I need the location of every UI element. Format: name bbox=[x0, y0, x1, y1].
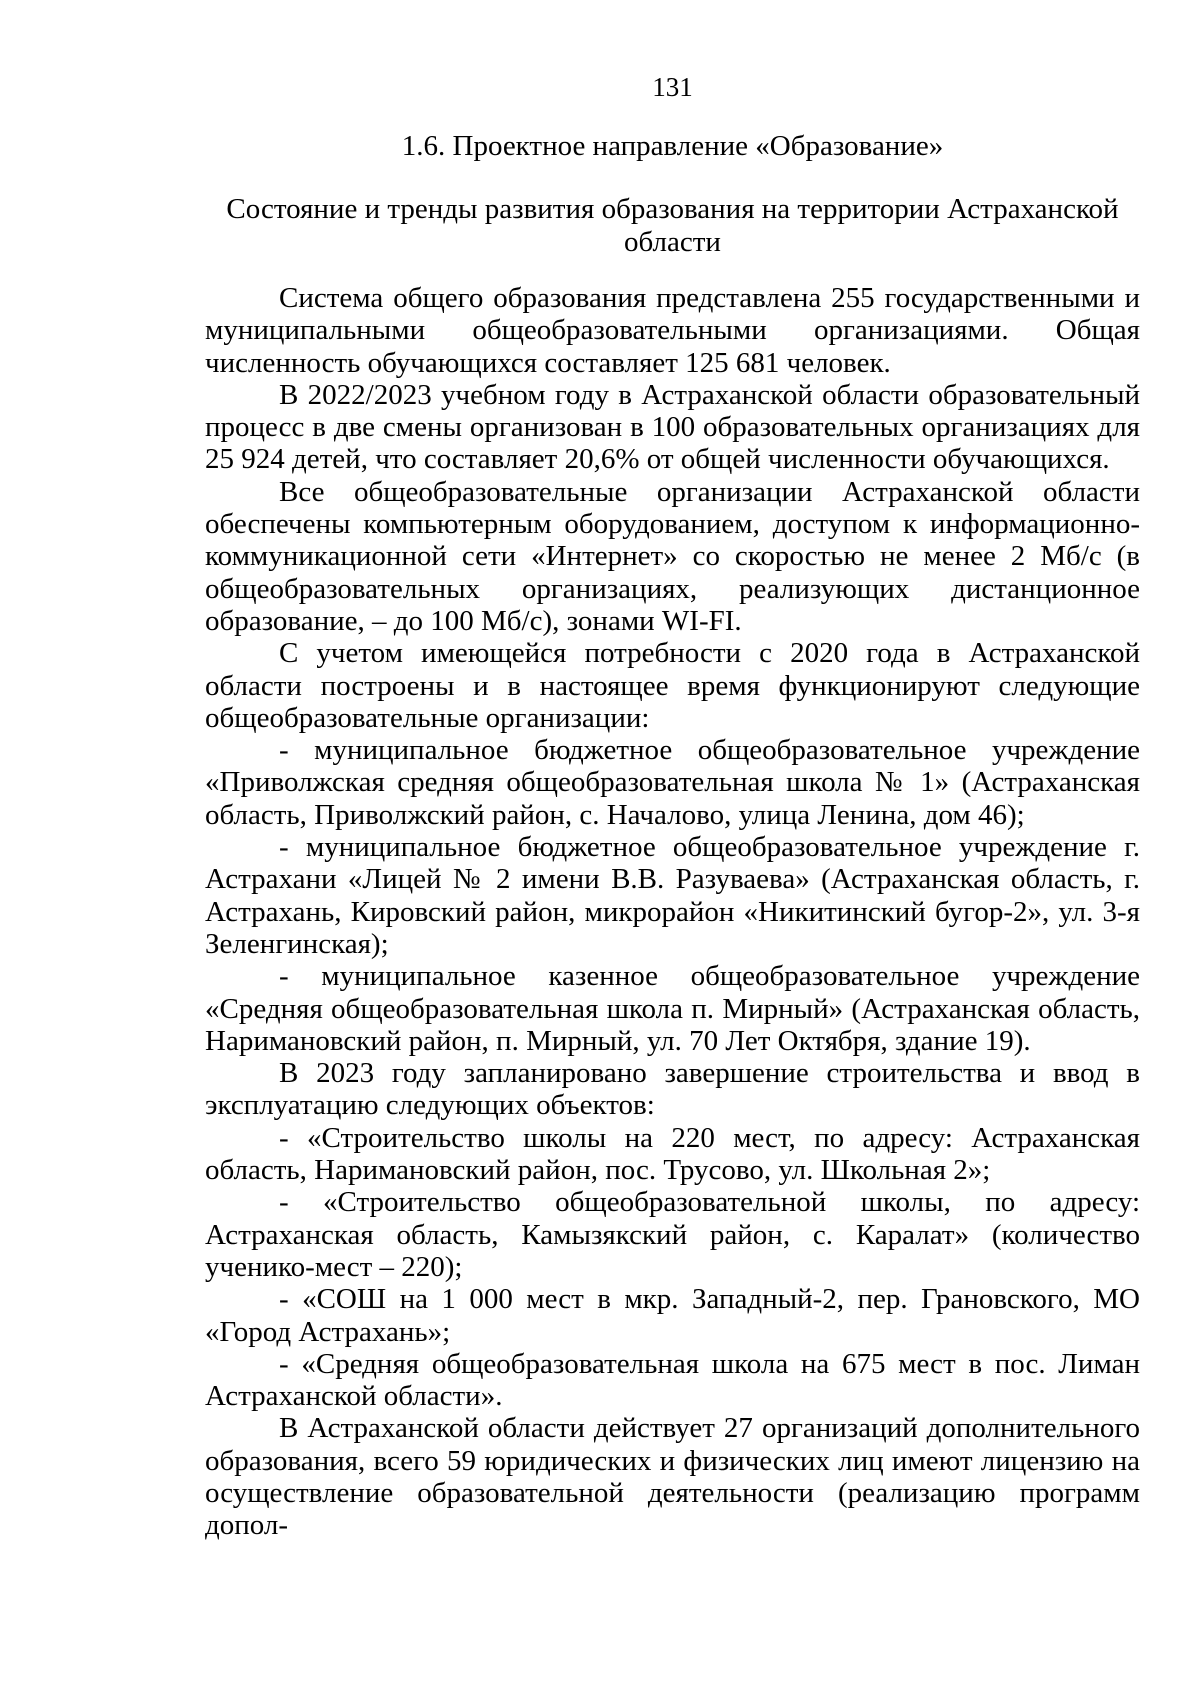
list-item-liman-school: - «Средняя общеобразовательная школа на 675 мест в пос. Лиман Астраханской области». bbox=[205, 1347, 1140, 1413]
list-item-trusovo-school: - «Строительство школы на 220 мест, по адресу: Астраханская область, Наримановский район, пос. Трусово, ул. Школьная 2»; bbox=[205, 1121, 1140, 1187]
list-item-karalat-school: - «Строительство общеобразовательной школы, по адресу: Астраханская область, Камызякский район, с. Каралат» (количество ученико-мест – 220); bbox=[205, 1186, 1140, 1283]
page-number: 131 bbox=[652, 72, 693, 102]
list-item-mirny-school: - муниципальное казенное общеобразовательное учреждение «Средняя общеобразовательная школа п. Мирный» (Астраханская область, Наримановский район, п. Мирный, ул. 70 Лет Октября, здание 19). bbox=[205, 960, 1140, 1057]
list-item-lyceum-2: - муниципальное бюджетное общеобразовательное учреждение г. Астрахани «Лицей № 2 имени В.В. Разуваева» (Астраханская область, г. Астрахань, Кировский район, микрорайон «Никитинский бугор-2», ул. 3-я Зеленгинская); bbox=[205, 831, 1140, 960]
list-item-privolzhskaya-school: - муниципальное бюджетное общеобразовательное учреждение «Приволжская средняя общеобразовательная школа № 1» (Астраханская область, Приволжский район, с. Началово, улица Ленина, дом 46); bbox=[205, 734, 1140, 831]
paragraph-2023-plans: В 2023 году запланировано завершение строительства и ввод в эксплуатацию следующих объектов: bbox=[205, 1057, 1140, 1122]
list-item-zapadny-school: - «СОШ на 1 000 мест в мкр. Западный-2, пер. Грановского, МО «Город Астрахань»; bbox=[205, 1283, 1140, 1348]
body-text bbox=[205, 282, 1140, 1542]
section-subtitle: Состояние и тренды развития образования на территории Астраханской области bbox=[226, 193, 1119, 258]
paragraph-new-schools-intro: С учетом имеющейся потребности с 2020 года в Астраханской области построены и в настоящее время функционируют следующие общеобразовательные организации: bbox=[205, 637, 1140, 734]
paragraph-schools-count: Система общего образования представлена 255 государственными и муниципальными общеобразовательными организациями. Общая численность обучающихся составляет 125 681 человек. bbox=[205, 282, 1140, 379]
section-title: 1.6. Проектное направление «Образование» bbox=[401, 130, 944, 162]
paragraph-two-shifts: В 2022/2023 учебном году в Астраханской области образовательный процесс в две смены организован в 100 образовательных организациях для 25 924 детей, что составляет 20,6% от общей численности обучающихся. bbox=[205, 378, 1140, 476]
paragraph-internet-equipment: Все общеобразовательные организации Астраханской области обеспечены компьютерным оборудованием, доступом к информационно-коммуникационной сети «Интернет» со скоростью не менее 2 Мб/с (в общеобразовательных организациях, реализующих дистанционное образование, – до 100 Мб/с), зонами WI-FI. bbox=[205, 475, 1140, 637]
paragraph-additional-education: В Астраханской области действует 27 организаций дополнительного образования, всего 59 юридических и физических лиц имеют лицензию на осуществление образовательной деятельности (реализацию программ допол- bbox=[205, 1412, 1140, 1542]
